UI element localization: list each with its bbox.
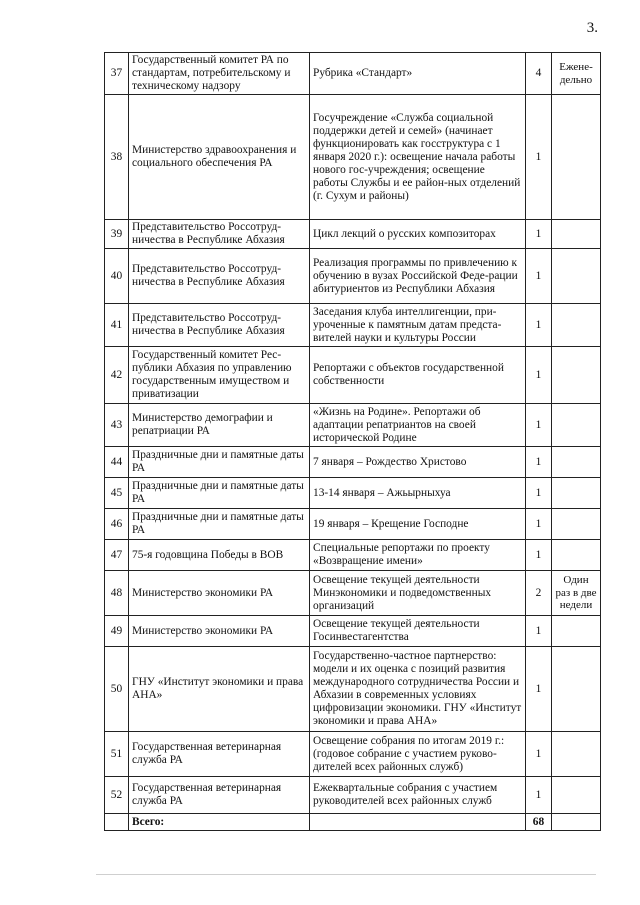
table-body xyxy=(105,53,601,814)
topic-cell: Освещение текущей деятельности Госинвестагентства xyxy=(310,616,526,647)
table-row xyxy=(105,732,601,777)
count-cell: 1 xyxy=(526,540,552,571)
count-cell: 1 xyxy=(526,447,552,478)
table-row xyxy=(105,616,601,647)
topic-cell: Освещение текущей деятельности Минэкономики и подведомственных организаций xyxy=(310,571,526,616)
row-number: 48 xyxy=(105,571,129,616)
count-cell: 1 xyxy=(526,304,552,347)
organization-cell: Праздничные дни и памятные даты РА xyxy=(129,478,310,509)
table-row xyxy=(105,249,601,304)
row-number: 46 xyxy=(105,509,129,540)
total-label: Всего: xyxy=(129,814,310,831)
count-cell: 1 xyxy=(526,220,552,249)
count-cell: 1 xyxy=(526,647,552,732)
frequency-cell: Один раз в две недели xyxy=(552,571,601,616)
organization-cell: Представительство Россотруд-ничества в Республике Абхазия xyxy=(129,304,310,347)
organization-cell: Государственная ветеринарная служба РА xyxy=(129,732,310,777)
count-cell: 1 xyxy=(526,95,552,220)
total-num-cell xyxy=(105,814,129,831)
count-cell: 2 xyxy=(526,571,552,616)
organization-cell: Министерство экономики РА xyxy=(129,571,310,616)
count-cell: 1 xyxy=(526,777,552,814)
organization-cell: Праздничные дни и памятные даты РА xyxy=(129,509,310,540)
table-row xyxy=(105,447,601,478)
frequency-cell xyxy=(552,347,601,404)
frequency-cell: Ежене-дельно xyxy=(552,53,601,95)
row-number: 42 xyxy=(105,347,129,404)
row-number: 38 xyxy=(105,95,129,220)
organization-cell: Министерство демографии и репатриации РА xyxy=(129,404,310,447)
topic-cell: Государственно-частное партнерство: модели и их оценка с позиций развития международного сотрудничества России и Абхазии в современных условиях цифровизации экономики. ГНУ «Институт экономики и права АНА» xyxy=(310,647,526,732)
count-cell: 1 xyxy=(526,347,552,404)
topic-cell: Специальные репортажи по проекту «Возвращение имени» xyxy=(310,540,526,571)
organization-cell: Представительство Россотруд-ничества в Республике Абхазия xyxy=(129,220,310,249)
frequency-cell xyxy=(552,220,601,249)
frequency-cell xyxy=(552,249,601,304)
frequency-cell xyxy=(552,304,601,347)
organization-cell: Представительство Россотруд-ничества в Республике Абхазия xyxy=(129,249,310,304)
scan-artifact-line xyxy=(96,874,596,875)
topic-cell: Реализация программы по привлечению к обучению в вузах Российской Феде-рации абитуриентов из Республики Абхазия xyxy=(310,249,526,304)
table-row xyxy=(105,95,601,220)
table-row xyxy=(105,304,601,347)
organization-cell: Праздничные дни и памятные даты РА xyxy=(129,447,310,478)
topic-cell: 13-14 января – Ажьырныхуа xyxy=(310,478,526,509)
page-number: 3. xyxy=(586,20,598,36)
organization-cell: Государственный комитет РА по стандартам, потребительскому и техническому надзору xyxy=(129,53,310,95)
row-number: 44 xyxy=(105,447,129,478)
row-number: 52 xyxy=(105,777,129,814)
topic-cell: Цикл лекций о русских композиторах xyxy=(310,220,526,249)
row-number: 39 xyxy=(105,220,129,249)
count-cell: 4 xyxy=(526,53,552,95)
organization-cell: ГНУ «Институт экономики и права АНА» xyxy=(129,647,310,732)
table-row xyxy=(105,220,601,249)
count-cell: 1 xyxy=(526,509,552,540)
count-cell: 1 xyxy=(526,404,552,447)
table-row xyxy=(105,571,601,616)
frequency-cell xyxy=(552,616,601,647)
table-row xyxy=(105,347,601,404)
media-plan-table xyxy=(104,52,601,831)
frequency-cell xyxy=(552,509,601,540)
topic-cell: «Жизнь на Родине». Репортажи об адаптации репатриантов на своей исторической Родине xyxy=(310,404,526,447)
topic-cell: Репортажи с объектов государственной собственности xyxy=(310,347,526,404)
table-row xyxy=(105,647,601,732)
table-row xyxy=(105,509,601,540)
table-row xyxy=(105,540,601,571)
frequency-cell xyxy=(552,777,601,814)
count-cell: 1 xyxy=(526,478,552,509)
organization-cell: Министерство экономики РА xyxy=(129,616,310,647)
total-empty-cell xyxy=(310,814,526,831)
row-number: 37 xyxy=(105,53,129,95)
table-row xyxy=(105,478,601,509)
organization-cell: Государственная ветеринарная служба РА xyxy=(129,777,310,814)
total-row xyxy=(105,814,601,831)
frequency-cell xyxy=(552,404,601,447)
topic-cell: Госучреждение «Служба социальной поддержки детей и семей» (начинает функционировать как госструктура с 1 января 2020 г.): освещение начала работы нового гос-учреждения; освещение работы Службы и ее район-ных отделений (г. Сухум и районы) xyxy=(310,95,526,220)
frequency-cell xyxy=(552,447,601,478)
topic-cell: Ежеквартальные собрания с участием руководителей всех районных служб xyxy=(310,777,526,814)
count-cell: 1 xyxy=(526,616,552,647)
row-number: 45 xyxy=(105,478,129,509)
frequency-cell xyxy=(552,647,601,732)
topic-cell: Освещение собрания по итогам 2019 г.: (годовое собрание с участием руково-дителей всех районных служб) xyxy=(310,732,526,777)
row-number: 50 xyxy=(105,647,129,732)
topic-cell: 7 января – Рождество Христово xyxy=(310,447,526,478)
frequency-cell xyxy=(552,732,601,777)
topic-cell: Рубрика «Стандарт» xyxy=(310,53,526,95)
topic-cell: 19 января – Крещение Господне xyxy=(310,509,526,540)
count-cell: 1 xyxy=(526,249,552,304)
row-number: 51 xyxy=(105,732,129,777)
row-number: 40 xyxy=(105,249,129,304)
organization-cell: Государственный комитет Рес-публики Абхазия по управлению государственным имуществом и приватизации xyxy=(129,347,310,404)
row-number: 41 xyxy=(105,304,129,347)
row-number: 43 xyxy=(105,404,129,447)
total-count: 68 xyxy=(526,814,552,831)
total-freq-cell xyxy=(552,814,601,831)
row-number: 49 xyxy=(105,616,129,647)
frequency-cell xyxy=(552,540,601,571)
table-row xyxy=(105,404,601,447)
topic-cell: Заседания клуба интеллигенции, при-уроченные к памятным датам предста-вителей науки и культуры России xyxy=(310,304,526,347)
frequency-cell xyxy=(552,478,601,509)
table-row xyxy=(105,53,601,95)
organization-cell: Министерство здравоохранения и социального обеспечения РА xyxy=(129,95,310,220)
count-cell: 1 xyxy=(526,732,552,777)
frequency-cell xyxy=(552,95,601,220)
row-number: 47 xyxy=(105,540,129,571)
organization-cell: 75-я годовщина Победы в ВОВ xyxy=(129,540,310,571)
table-row xyxy=(105,777,601,814)
